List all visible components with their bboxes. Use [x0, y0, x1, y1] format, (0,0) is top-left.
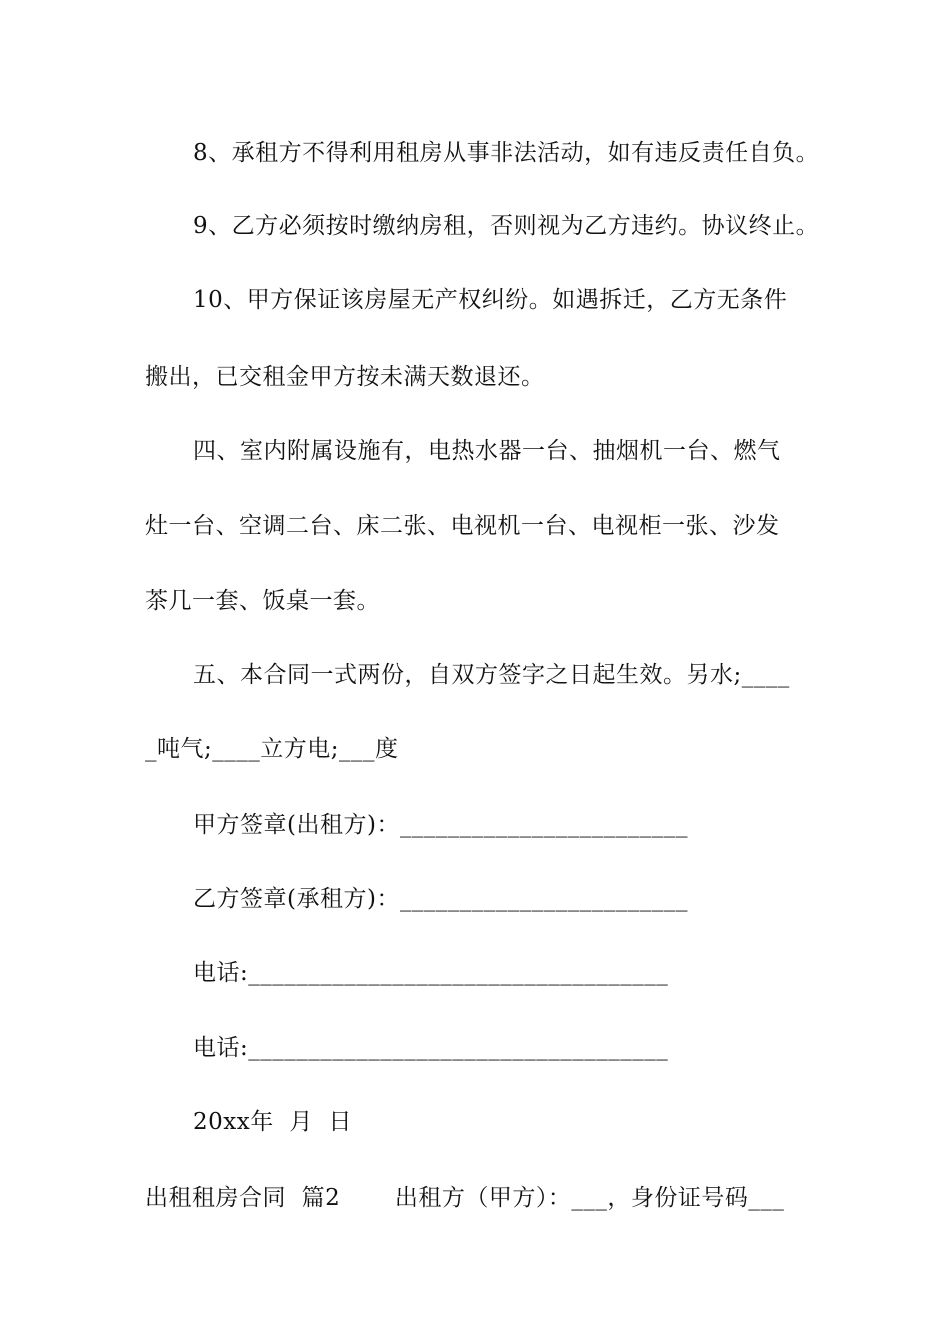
section-4-line-1: 四、室内附属设施有，电热水器一台、抽烟机一台、燃气: [193, 438, 781, 464]
party-b-signature-line: 乙方签章(承租方)：________________________: [193, 886, 688, 912]
clause-10-line-2: 搬出，已交租金甲方按未满天数退还。: [145, 364, 545, 390]
clause-8: 8、承租方不得利用租房从事非法活动，如有违反责任自负。: [193, 140, 820, 166]
section-5-line-1: 五、本合同一式两份，自双方签字之日起生效。另水;____: [193, 662, 790, 688]
section-5-line-2: _吨气;____立方电;___度: [145, 736, 399, 762]
party-a-signature-line: 甲方签章(出租方)：________________________: [193, 812, 688, 838]
clause-10-line-1: 10、甲方保证该房屋无产权纠纷。如遇拆迁，乙方无条件: [193, 287, 788, 313]
contract-2-heading-line: 出租租房合同 篇2 出租方（甲方）：___，身份证号码___: [145, 1185, 785, 1211]
section-4-line-2: 灶一台、空调二台、床二张、电视机一台、电视柜一张、沙发: [145, 513, 780, 539]
phone-line-2: 电话:___________________________________: [193, 1035, 669, 1061]
clause-9: 9、乙方必须按时缴纳房租，否则视为乙方违约。协议终止。: [193, 213, 820, 239]
section-4-line-3: 茶几一套、饭桌一套。: [145, 588, 380, 614]
phone-line-1: 电话:___________________________________: [193, 960, 669, 986]
date-line: 20xx年 月 日: [193, 1109, 352, 1135]
